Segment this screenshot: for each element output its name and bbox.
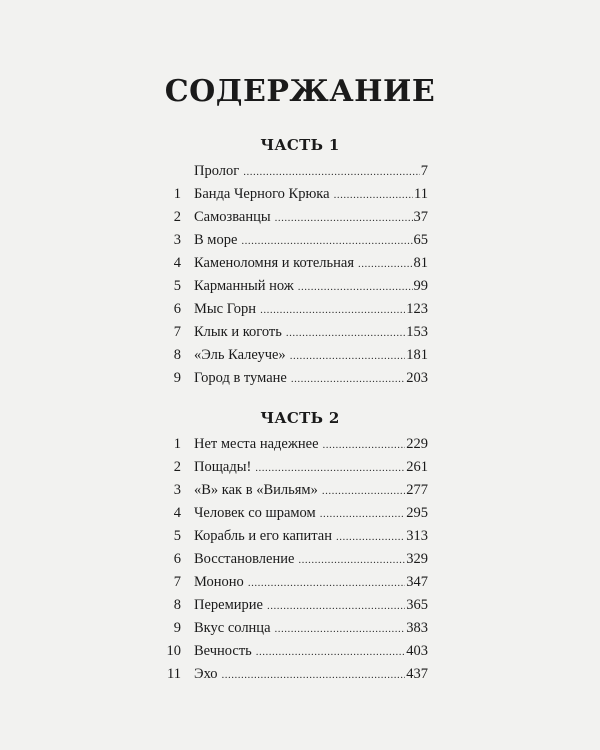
toc-entry-line (194, 298, 428, 322)
chapter-number: 7 (173, 324, 181, 340)
chapter-number: 9 (173, 370, 181, 386)
toc-entry-line (194, 663, 428, 687)
chapter-title: Вечность (194, 643, 252, 659)
page-number: 329 (406, 551, 428, 567)
chapter-number: 4 (173, 505, 181, 521)
page-number: 99 (413, 278, 428, 294)
page-number: 11 (414, 186, 428, 202)
dot-leader (320, 503, 406, 526)
toc-entry (163, 275, 428, 298)
page-number: 181 (406, 347, 428, 363)
chapter-title: Банда Черного Крюка (194, 186, 330, 202)
toc-entry-line (194, 617, 428, 641)
chapter-title: Корабль и его капитан (194, 528, 332, 544)
chapter-title: В море (194, 232, 238, 248)
part-2-heading: ЧАСТЬ 2 (260, 409, 340, 427)
page-number: 229 (406, 436, 428, 452)
page-number: 277 (406, 482, 428, 498)
toc-entry-line (194, 571, 428, 595)
toc-entry-line (194, 183, 428, 207)
toc-entry-line (194, 367, 428, 391)
toc-entry-line (194, 344, 428, 368)
dot-leader (290, 345, 406, 368)
chapter-number: 3 (173, 232, 181, 248)
toc-entry (163, 433, 428, 456)
page-number: 295 (406, 505, 428, 521)
chapter-title: Пролог (194, 163, 240, 179)
chapter-title: Мононо (194, 574, 244, 590)
dot-leader (286, 322, 405, 345)
dot-leader (248, 572, 405, 595)
toc-entry-line (194, 456, 428, 480)
toc-entry (163, 571, 428, 594)
toc-entry (163, 321, 428, 344)
toc-entry-line (194, 594, 428, 618)
page-title: СОДЕРЖАНИЕ (164, 74, 436, 109)
page-number: 261 (406, 459, 428, 475)
toc-entry-line (194, 229, 428, 253)
chapter-title: Каменоломня и котельная (194, 255, 355, 271)
dot-leader (358, 253, 412, 276)
chapter-number: 4 (173, 255, 181, 271)
page-number: 403 (406, 643, 428, 659)
page-number: 347 (406, 574, 428, 590)
page-number: 203 (406, 370, 428, 386)
chapter-title: Восстановление (194, 551, 295, 567)
dot-leader (255, 457, 405, 480)
dot-leader (291, 368, 405, 391)
dot-leader (275, 207, 413, 230)
page-number: 37 (413, 209, 428, 225)
chapter-number: 10 (166, 643, 181, 659)
toc-entry-line (194, 548, 428, 572)
page-number: 365 (406, 597, 428, 613)
toc-entry-line (194, 252, 428, 276)
toc-entry (163, 183, 428, 206)
dot-leader (298, 276, 413, 299)
chapter-number: 9 (173, 620, 181, 636)
page-number: 153 (406, 324, 428, 340)
chapter-title: Мыс Горн (194, 301, 257, 317)
chapter-number: 2 (173, 209, 181, 225)
toc-entry (163, 206, 428, 229)
dot-leader (275, 618, 406, 641)
dot-leader (298, 549, 405, 572)
chapter-title: Клык и коготь (194, 324, 282, 340)
page-number: 7 (420, 163, 428, 179)
dot-leader (267, 595, 405, 618)
part-2-toc-list (163, 433, 428, 686)
toc-entry (163, 640, 428, 663)
chapter-number: 1 (173, 186, 181, 202)
page-number: 437 (406, 666, 428, 682)
chapter-title: Пощады! (194, 459, 252, 475)
toc-entry (163, 663, 428, 686)
chapter-title: Эхо (194, 666, 218, 682)
toc-entry-line (194, 525, 428, 549)
dot-leader (260, 299, 405, 322)
page-number: 65 (413, 232, 428, 248)
page-number: 123 (406, 301, 428, 317)
chapter-number: 2 (173, 459, 181, 475)
chapter-title: «В» как в «Вильям» (194, 482, 318, 498)
toc-entry-line (194, 479, 428, 503)
dot-leader (322, 480, 405, 503)
page-number: 313 (406, 528, 428, 544)
toc-entry (163, 525, 428, 548)
part-1-heading: ЧАСТЬ 1 (260, 136, 340, 154)
toc-entry (163, 344, 428, 367)
chapter-number: 11 (167, 666, 181, 682)
dot-leader (323, 434, 406, 457)
page-number: 81 (413, 255, 428, 271)
chapter-number: 8 (173, 597, 181, 613)
toc-entry (163, 456, 428, 479)
chapter-number: 5 (173, 278, 181, 294)
toc-entry (163, 252, 428, 275)
toc-entry-line (194, 321, 428, 345)
chapter-title: «Эль Калеуче» (194, 347, 286, 363)
toc-entry (163, 229, 428, 252)
dot-leader (241, 230, 412, 253)
dot-leader (256, 641, 405, 664)
dot-leader (222, 664, 406, 687)
toc-entry (163, 548, 428, 571)
dot-leader (243, 161, 420, 184)
toc-entry-line (194, 275, 428, 299)
chapter-title: Карманный нож (194, 278, 294, 294)
chapter-title: Вкус солнца (194, 620, 271, 636)
chapter-number: 7 (173, 574, 181, 590)
toc-entry (163, 617, 428, 640)
toc-entry (163, 502, 428, 525)
toc-entry (163, 594, 428, 617)
dot-leader (334, 184, 413, 207)
toc-entry-line (194, 206, 428, 230)
toc-entry (163, 298, 428, 321)
chapter-number: 1 (173, 436, 181, 452)
chapter-number: 3 (173, 482, 181, 498)
chapter-title: Нет места надежнее (194, 436, 319, 452)
chapter-number: 6 (173, 551, 181, 567)
chapter-title: Человек со шрамом (194, 505, 316, 521)
toc-entry (163, 160, 428, 183)
chapter-number: 5 (173, 528, 181, 544)
chapter-title: Город в тумане (194, 370, 287, 386)
chapter-title: Самозванцы (194, 209, 271, 225)
chapter-number: 6 (173, 301, 181, 317)
page-number: 383 (406, 620, 428, 636)
toc-entry-line (194, 160, 428, 184)
toc-entry-line (194, 640, 428, 664)
part-1-toc-list (163, 160, 428, 390)
toc-entry (163, 479, 428, 502)
chapter-title: Перемирие (194, 597, 263, 613)
toc-entry-line (194, 502, 428, 526)
toc-entry (163, 367, 428, 390)
chapter-number: 8 (173, 347, 181, 363)
toc-entry-line (194, 433, 428, 457)
dot-leader (336, 526, 405, 549)
